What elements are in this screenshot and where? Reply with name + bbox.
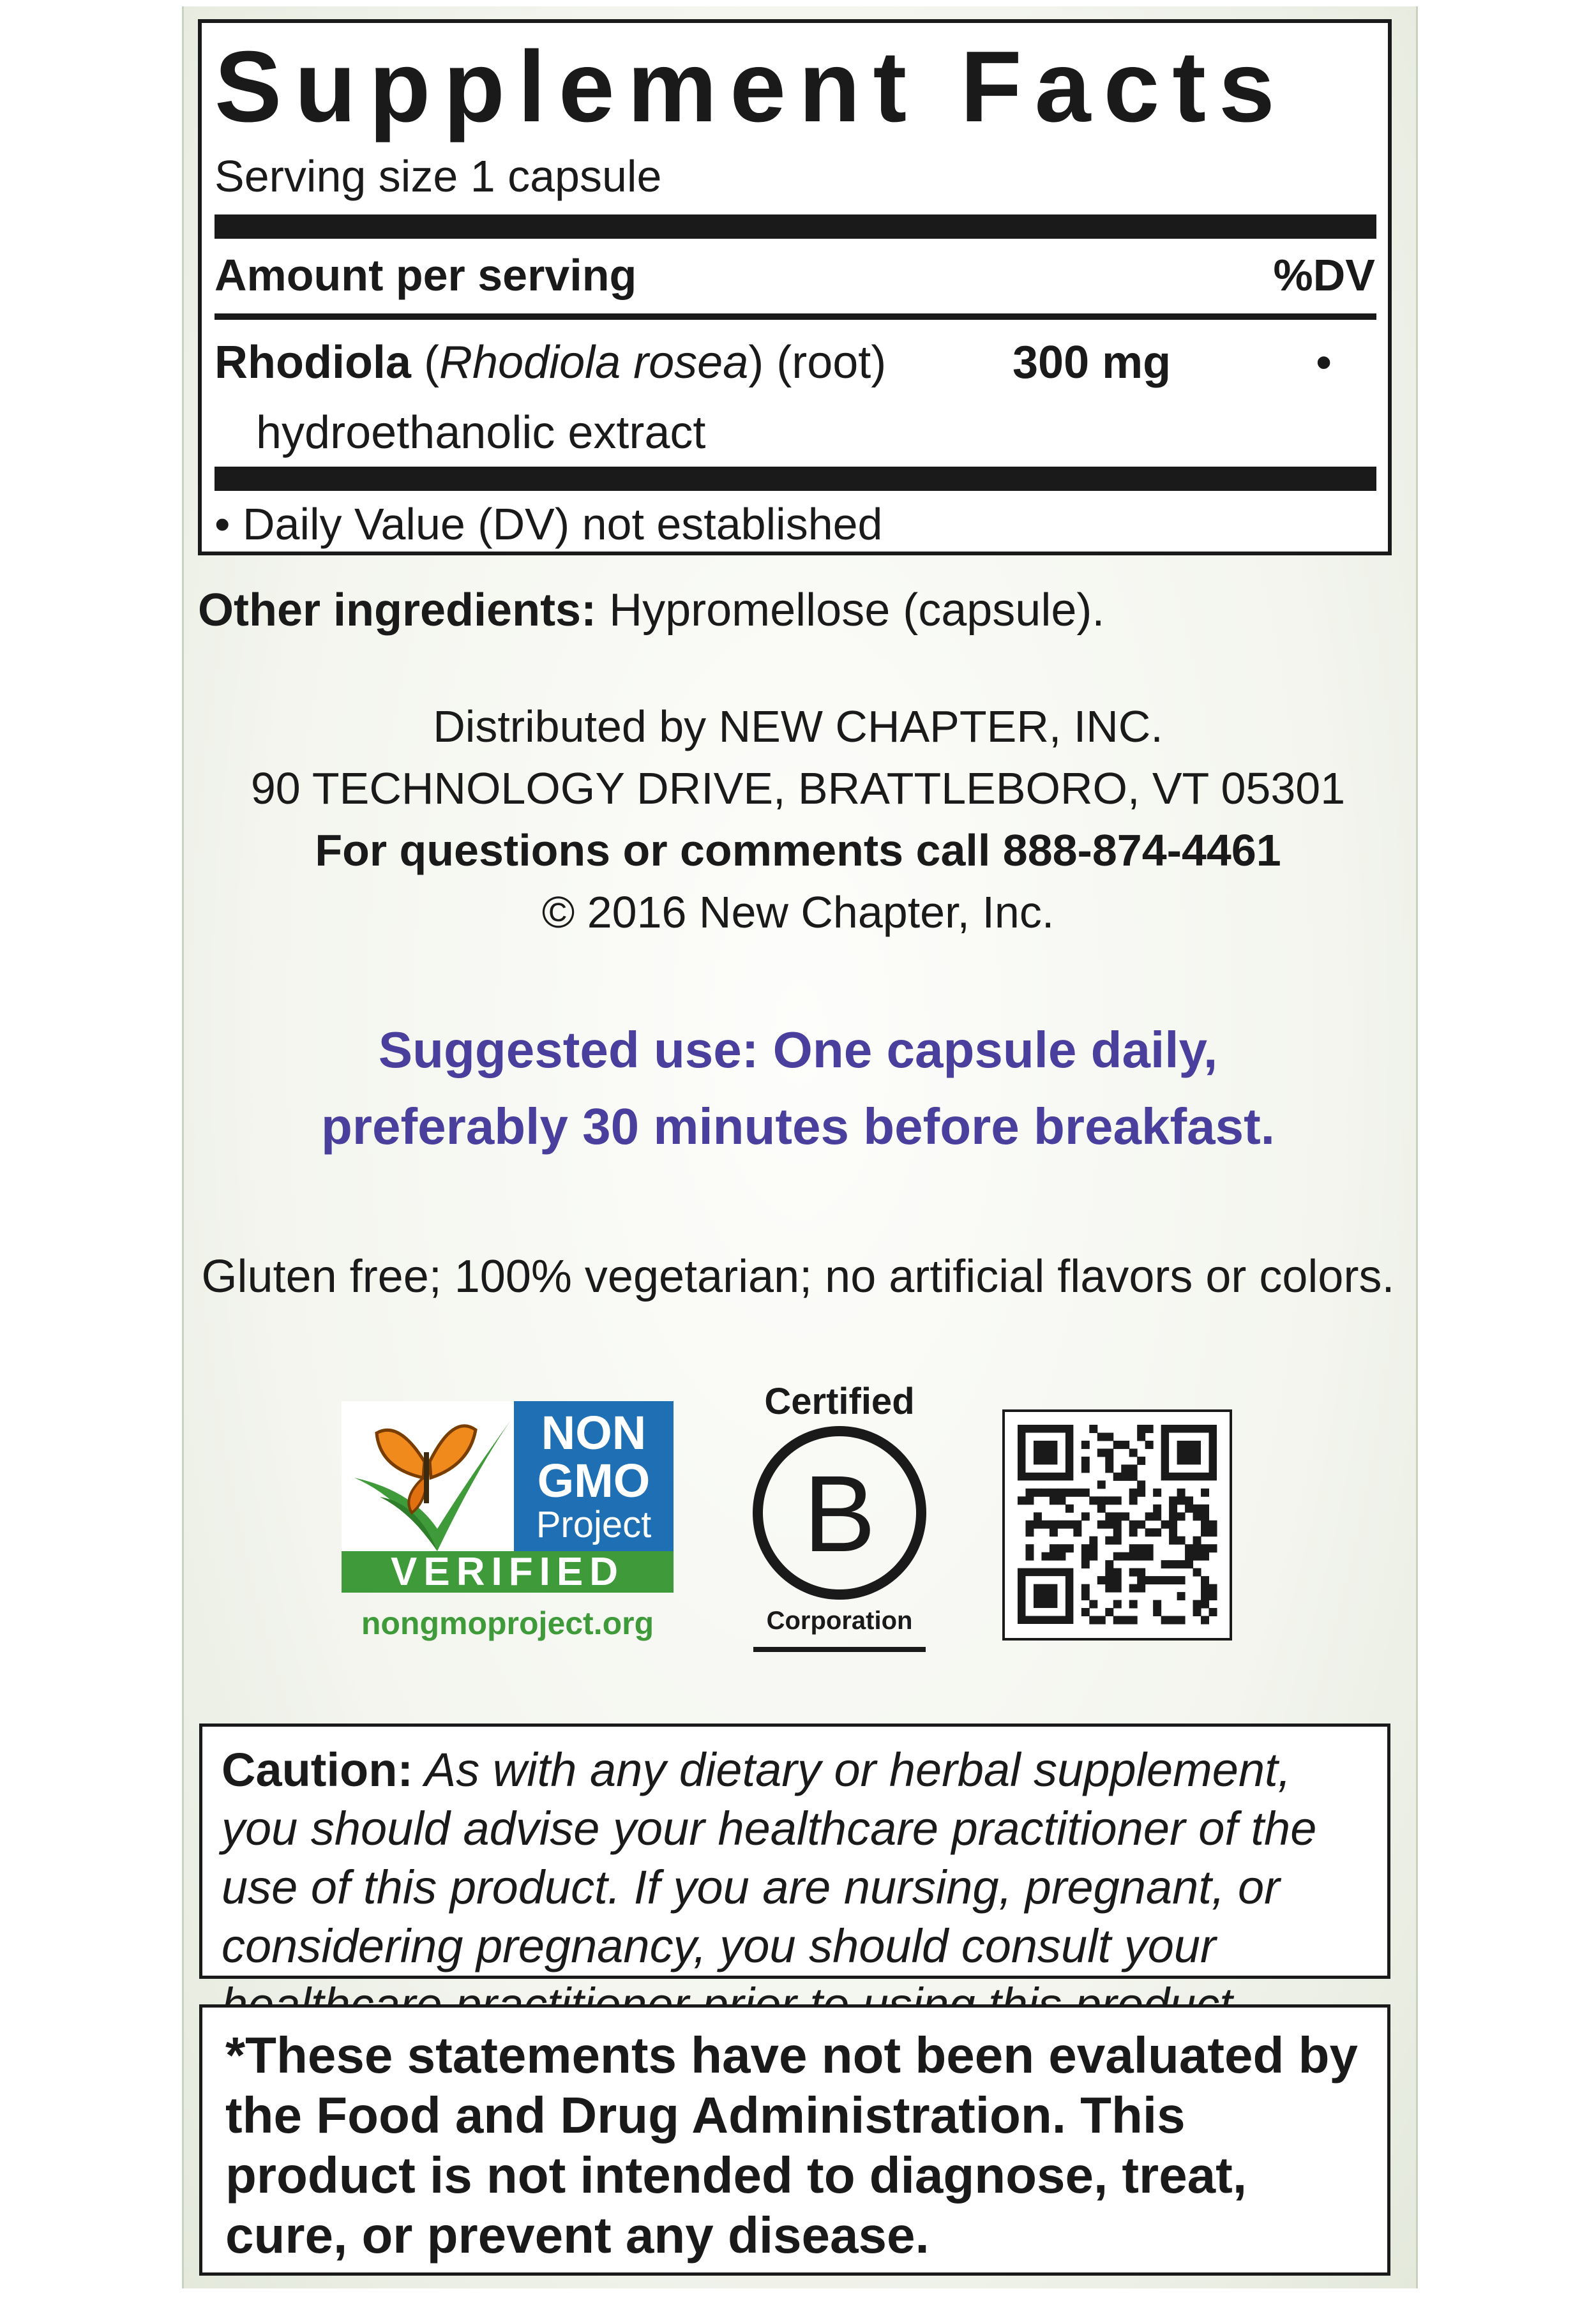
- bcorp-letter: B: [803, 1453, 876, 1575]
- dv-header: %DV: [1273, 250, 1375, 300]
- suggested-use-line-2: preferably 30 minutes before breakfast.: [321, 1098, 1275, 1155]
- ingredient-line: Rhodiola (Rhodiola rosea) (root): [215, 337, 887, 388]
- other-ingredients: [198, 582, 1104, 638]
- ingredient-part: (root): [776, 337, 887, 388]
- suggested-use: [182, 1012, 1414, 1165]
- nongmo-text-3: Project: [536, 1504, 652, 1545]
- dv-footnote: • Daily Value (DV) not established: [215, 499, 883, 549]
- copyright: © 2016 New Chapter, Inc.: [541, 887, 1055, 937]
- thick-divider-bottom: [215, 467, 1376, 491]
- qr-code-icon: [1002, 1409, 1232, 1641]
- nongmo-url: nongmoproject.org: [361, 1605, 654, 1641]
- distributor-line-3: For questions or comments call 888-874-4461: [315, 825, 1281, 875]
- distributor-line-2: 90 TECHNOLOGY DRIVE, BRATTLEBORO, VT 05301: [250, 763, 1346, 813]
- other-ingredients-label: Other ingredients:: [198, 585, 597, 636]
- facts-title: Supplement Facts: [215, 31, 1288, 143]
- caution-label: Caution:: [222, 1743, 414, 1796]
- ingredient-extract: hydroethanolic extract: [256, 407, 706, 458]
- serving-size: Serving size 1 capsule: [215, 151, 662, 201]
- ingredient-latin: Rhodiola rosea: [439, 337, 749, 388]
- ingredient-dv: •: [1316, 337, 1332, 388]
- thick-divider-top: [215, 214, 1376, 239]
- distributor-line-1: Distributed by NEW CHAPTER, INC.: [433, 702, 1163, 751]
- suggested-use-line-1: Suggested use: One capsule daily,: [378, 1021, 1218, 1078]
- ingredient-name: Rhodiola: [215, 337, 411, 388]
- caution-text: As with any dietary or herbal supplement, you should advise your healthcare practitioner of the use of this product. If you are nursing, pregnant, or considering pregnancy, you should consult your: [222, 1743, 1317, 1972]
- nongmo-logo: [342, 1401, 674, 1644]
- bcorp-logo: [741, 1376, 938, 1663]
- bcorp-certified: Certified: [764, 1381, 915, 1422]
- caution-box: [199, 1724, 1390, 1979]
- gluten-free-statement: Gluten free; 100% vegetarian; no artificial flavors or colors.: [201, 1251, 1395, 1302]
- amount-per-serving: Amount per serving: [215, 250, 637, 300]
- nongmo-verified: VERIFIED: [391, 1550, 624, 1594]
- supplement-facts-panel: [198, 19, 1392, 555]
- ingredient-amount: 300 mg: [1013, 337, 1171, 388]
- nongmo-text-1: NON: [541, 1406, 647, 1459]
- other-ingredients-value: Hypromellose (capsule).: [609, 585, 1105, 636]
- thin-divider: [215, 313, 1376, 320]
- fda-disclaimer: *These statements have not been evaluated by the Food and Drug Administration. This product is not intended to diagnose, treat, cure, or prevent any disease.: [199, 2004, 1390, 2276]
- bcorp-corporation: Corporation: [766, 1607, 913, 1635]
- nongmo-text-2: GMO: [537, 1454, 651, 1507]
